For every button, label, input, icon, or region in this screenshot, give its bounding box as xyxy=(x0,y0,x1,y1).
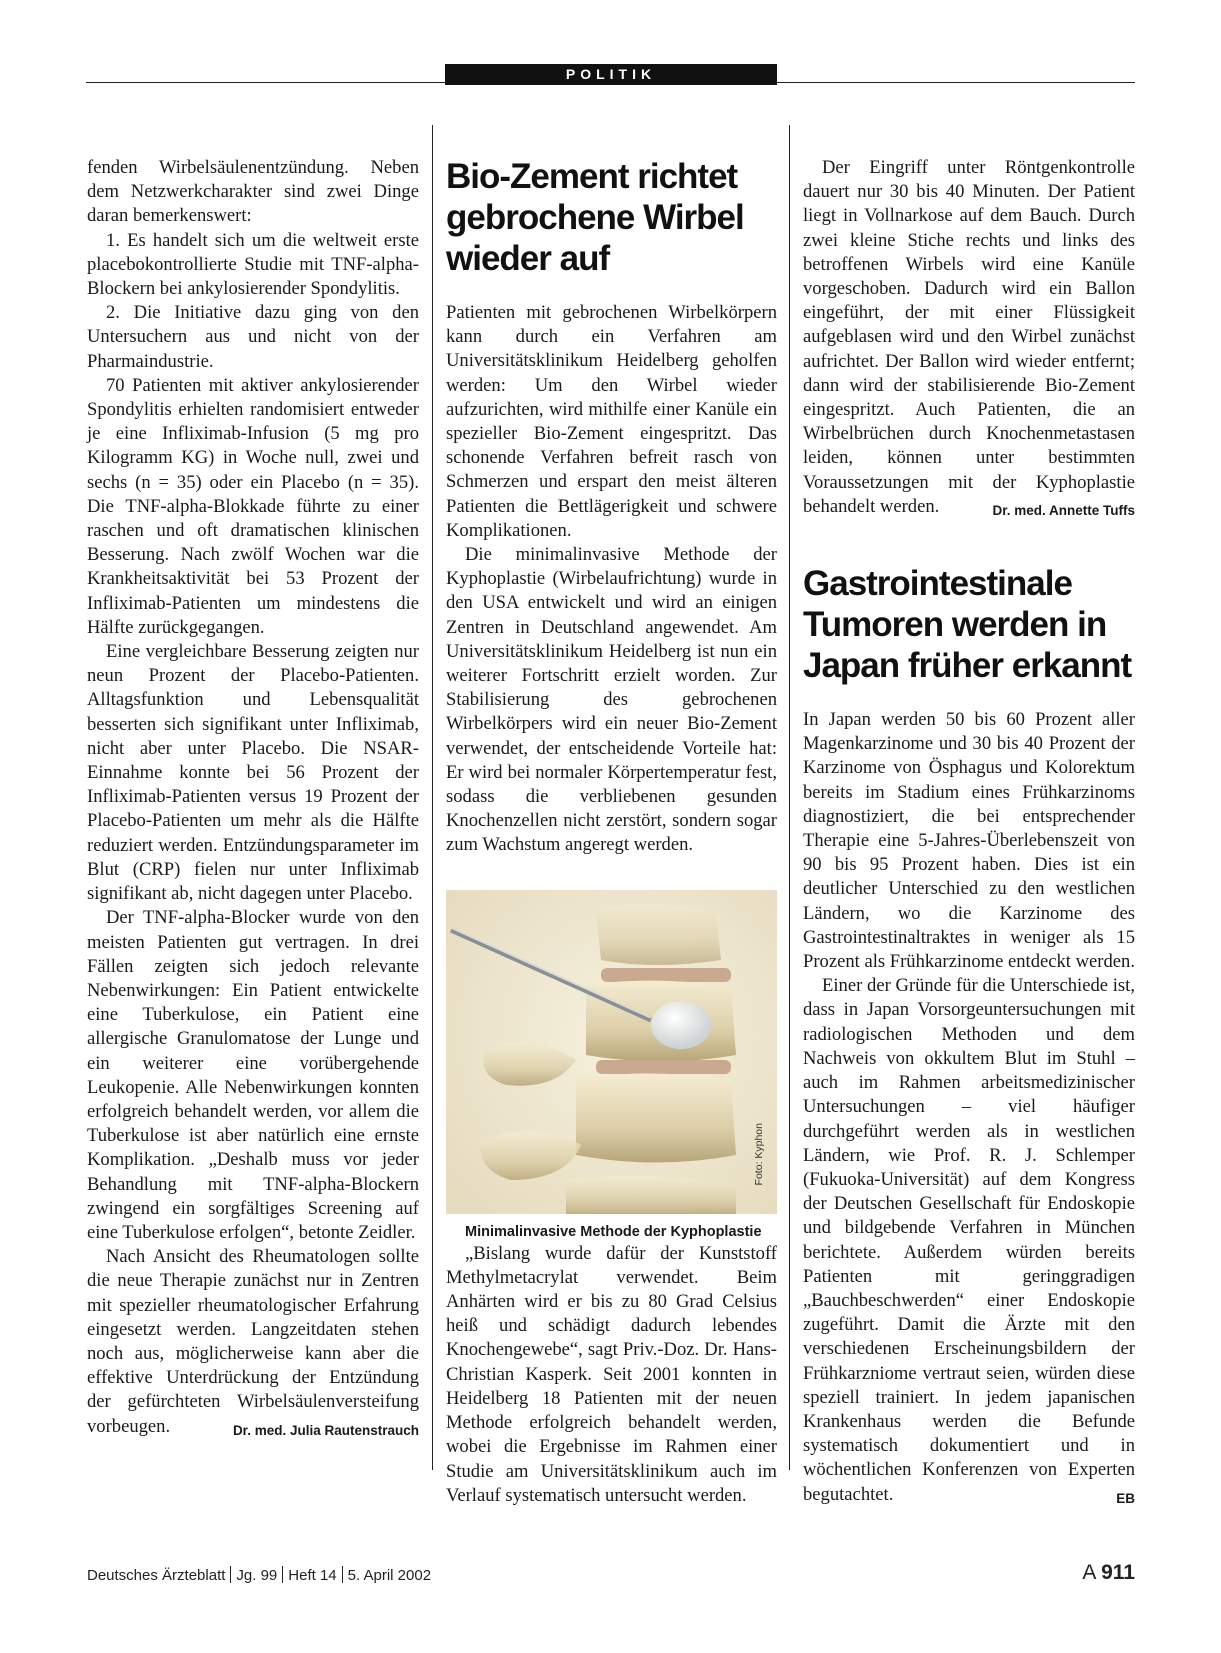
paragraph: fenden Wirbelsäulenentzündung. Neben dem Netzwerkcharakter sind zwei Dinge daran bemerkenswert: xyxy=(87,157,419,227)
footer-separator xyxy=(282,1566,283,1583)
paragraph-text: Nach Ansicht des Rheumatologen sollte die neue Therapie zunächst nur in Zentren mit spezieller rheumatologischer Erfahrung eingesetzt werden. Langzeitdaten stehen noch aus, möglicherweise kann aber die effektive Unterdrückung der Entzündung der gefürchteten Wirbelsäulenversteifung vorbeugen. xyxy=(87,1246,419,1437)
article-headline: Bio-Zement richtet gebrochene Wirbel wieder auf xyxy=(446,157,744,278)
footer-separator xyxy=(342,1566,343,1583)
byline: Dr. med. Julia Rautenstrauch xyxy=(232,1422,419,1438)
column-3 xyxy=(803,156,1135,1511)
spine-image xyxy=(446,890,777,1214)
photo-credit: Foto: Kyphon xyxy=(752,1123,765,1186)
column-divider xyxy=(432,125,433,1470)
column-divider xyxy=(789,125,790,1470)
page-prefix: A xyxy=(1082,1561,1096,1584)
paragraph-last xyxy=(803,156,1135,519)
kyphoplasty-illustration xyxy=(446,890,777,1214)
page-number-value: 911 xyxy=(1101,1561,1135,1584)
paragraph-last xyxy=(87,1245,419,1439)
paragraph: 2. Die Initiative dazu ging von den Untersuchern aus und nicht von der Pharmaindustrie. xyxy=(87,302,419,372)
paragraph: 1. Es handelt sich um die weltweit erste placebokontrollierte Studie mit TNF-alpha-Blockern bei ankylosierender Spondylitis. xyxy=(87,229,419,300)
column-1 xyxy=(87,156,419,1443)
figure-caption: Minimalinvasive Methode der Kyphoplastie xyxy=(465,1223,762,1240)
spacer xyxy=(803,519,1135,563)
footer xyxy=(87,1561,1135,1584)
paragraph-last xyxy=(803,974,1135,1506)
paragraph: Die minimalinvasive Methode der Kyphoplastie (Wirbelaufrichtung) wurde in den USA entwickelt und wird an einigen Zentren in Deutschland angewendet. Am Universitätsklinikum Heidelberg ist nun ein weiterer Fortschritt erzielt worden. Zur Stabilisierung des gebrochenen Wirbelkörpers wird ein neuer Bio-Zement verwendet, der entscheidende Vorteile hat: Er wird bei normaler Körpertemperatur fest, sodass die verbliebenen gesunden Knochenzellen nicht zerstört, sondern sogar zum Wachstum angeregt werden. xyxy=(446,544,777,856)
paragraph: 70 Patienten mit aktiver ankylosierender Spondylitis erhielten randomisiert entweder je eine Infliximab-Infusion (5 mg pro Kilogramm KG) in Woche null, zwei und sechs (n = 35) oder ein Placebo (n = 35). Die TNF-alpha-Blokkade führte zu einer raschen und oft dramatischen klinischen Besserung. Nach zwölf Wochen war die Krankheitsaktivität bei 53 Prozent der Infliximab-Patienten um mindestens die Hälfte zurückgegangen. xyxy=(87,374,419,638)
paragraph: In Japan werden 50 bis 60 Prozent aller Magenkarzinome und 30 bis 40 Prozent der Karzinome von Ösphagus und Kolorektum bereits im Stadium eines Frühkarzinoms diagnostiziert, die bei entsprechender Therapie eine 5-Jahres-Überlebenszeit von 90 bis 95 Prozent haben. Dies ist ein deutlicher Unterschied zu den westlichen Ländern, wo die Karzinome des Gastrointestinaltraktes in weniger als 15 Prozent als Frühkarzinome entdeckt werden. xyxy=(803,709,1135,973)
issue: Heft 14 xyxy=(288,1567,337,1584)
byline: Dr. med. Annette Tuffs xyxy=(992,502,1135,518)
column-2 xyxy=(446,156,777,1508)
paragraph: Eine vergleichbare Besserung zeigten nur neun Prozent der Placebo-Patienten. Alltagsfunktion und Lebensqualität besserten sich signifikant unter Infliximab, nicht aber unter Placebo. Die NSAR-Einnahme konnte bei 56 Prozent der Infliximab-Patienten versus 19 Prozent der Placebo-Patienten um mehr als die Hälfte reduziert werden. Entzündungsparameter im Blut (CRP) fielen nur unter Infliximab signifikant ab, nicht dagegen unter Placebo. xyxy=(87,641,419,905)
date: 5. April 2002 xyxy=(347,1567,432,1584)
volume: Jg. 99 xyxy=(236,1567,278,1584)
paragraph: „Bislang wurde dafür der Kunststoff Methylmetacrylat verwendet. Beim Anhärten wird er bis zu 80 Grad Celsius heiß und schädigt dadurch lebendes Knochengewebe“, sagt Priv.-Doz. Dr. Hans-Christian Kasperk. Seit 2001 konnten in Heidelberg 18 Patienten mit der neuen Methode erfolgreich behandelt werden, wobei die Ergebnisse im Rahmen einer Studie am Universitätsklinikum auch im Verlauf systematisch untersucht werden. xyxy=(446,1242,777,1506)
footer-separator xyxy=(230,1566,231,1583)
page-number xyxy=(1082,1561,1135,1585)
paragraph: Der TNF-alpha-Blocker wurde von den meisten Patienten gut vertragen. In drei Fällen zeigten sich jedoch relevante Nebenwirkungen: Ein Patient entwickelte eine Tuberkulose, ein Patient eine allergische Granulomatose der Lunge und ein weiterer eine vorübergehende Leukopenie. Alle Nebenwirkungen konnten erfolgreich behandelt werden, vor allem die Tuberkulose ist aber natürlich eine ernste Komplikation. „Deshalb muss vor jeder Behandlung mit TNF-alpha-Blockern zwingend ein sorgfältiges Screening auf eine Tuberkulose erfolgen“, betonte Zeidler. xyxy=(87,907,419,1243)
paragraph-text: Einer der Gründe für die Unterschiede ist, dass in Japan Vorsorgeuntersuchungen mit radiologischen Methoden und dem Nachweis von okkultem Blut im Stuhl – auch im Rahmen arbeitsmedizinischer Untersuchungen – viel häufiger durchgeführt werden als in westlichen Ländern, wie Prof. R. J. Schlemper (Fukuoka-Universität) auf dem Kongress der Deutschen Gesellschaft für Endoskopie und bildgebende Verfahren in München berichtete. Außerdem würden bereits Patienten mit geringgradigen „Bauchbeschwerden“ einer Endoskopie zugeführt. Damit die Ärzte mit den verschiedenen Erscheinungsbildern der Frühkarzniome vertraut seien, würden diese speziell trainiert. In jedem japanischen Krankenhaus werden die Befunde systematisch dokumentiert und in wöchentlichen Konferenzen von Experten begutachtet. xyxy=(803,975,1135,1505)
paragraph: Patienten mit gebrochenen Wirbelkörpern kann durch ein Verfahren am Universitätsklinikum Heidelberg geholfen werden: Um den Wirbel wieder aufzurichten, wird mithilfe einer Kanüle ein spezieller Bio-Zement eingespritzt. Das schonende Verfahren befreit rasch von Schmerzen und erspart den meist älteren Patienten die Bettlägerigkeit und schwere Komplikationen. xyxy=(446,302,777,541)
section-label: POLITIK xyxy=(445,64,777,85)
article-headline: Gastrointestinale Tumoren werden in Japan früher erkannt xyxy=(803,564,1132,686)
paragraph-text: Der Eingriff unter Röntgenkontrolle dauert nur 30 bis 40 Minuten. Der Patient liegt in Vollnarkose auf dem Bauch. Durch zwei kleine Stiche rechts und links des betroffenen Wirbels wird eine Kanüle vorgeschoben. Dadurch wird ein Ballon eingeführt, der mit einer Flüssigkeit aufgeblasen wird und den Wirbel zunächst aufrichtet. Der Ballon wird wieder entfernt; dann wird der stabilisierende Bio-Zement eingespritzt. Auch Patienten, die an Wirbelbrüchen durch Knochenmetastasen leiden, können unter bestimmten Voraussetzungen mit der Kyphoplastie behandelt werden. xyxy=(803,157,1135,517)
journal-name: Deutsches Ärzteblatt xyxy=(87,1567,226,1584)
byline: EB xyxy=(1116,1490,1135,1506)
